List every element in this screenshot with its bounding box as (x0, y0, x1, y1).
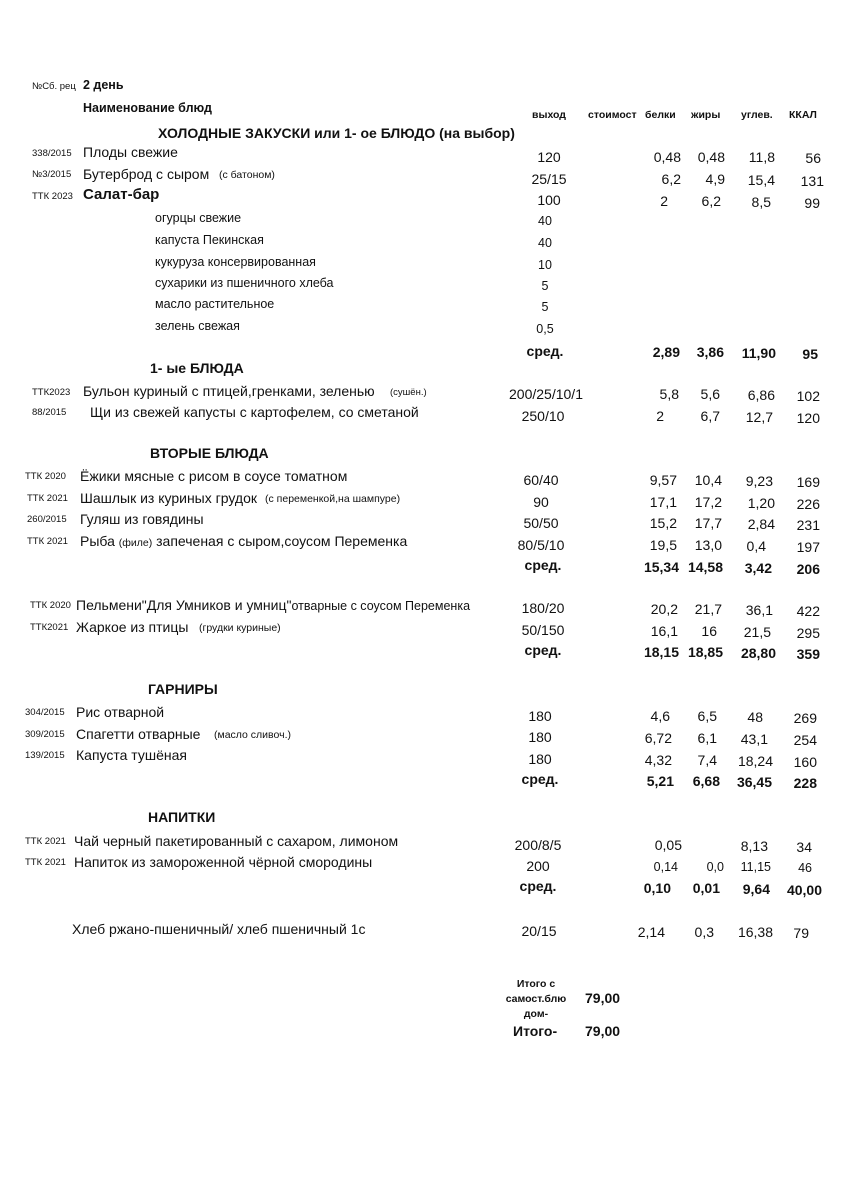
dish-name-part: отварные с соусом Переменка (291, 599, 471, 613)
carbs-value: 9,23 (745, 473, 773, 489)
kcal-average: 359 (796, 646, 820, 662)
kcal-value: 269 (793, 710, 817, 726)
recipe-code: ТТК 2023 (32, 191, 73, 202)
dish-yield: 180 (528, 708, 552, 724)
kcal-value: 102 (796, 388, 820, 404)
dish-note: (филе) (118, 537, 153, 549)
section-title-garnish: ГАРНИРЫ (148, 681, 218, 697)
dish-yield: 50/50 (523, 515, 559, 531)
total-label-line: самост.блю (505, 993, 567, 1005)
carbs-value: 8,5 (751, 194, 771, 210)
dish-name (76, 598, 470, 613)
kcal-value: 99 (804, 195, 820, 211)
recipe-code: 309/2015 (25, 729, 65, 740)
day-label: 2 день (83, 78, 124, 92)
section-title-first-courses: 1- ые БЛЮДА (150, 360, 244, 376)
dish-yield: 50/150 (521, 622, 565, 638)
kcal-value: 295 (796, 625, 820, 641)
protein-average: 18,15 (643, 644, 679, 660)
fat-value: 13,0 (694, 537, 722, 553)
dish-name: Бутерброд с сыром (83, 166, 210, 182)
average-label: сред. (524, 642, 562, 658)
ingredient-name: огурцы свежие (155, 211, 242, 225)
ingredient-yield: 0,5 (536, 322, 554, 336)
fat-value: 6,7 (700, 408, 720, 424)
total-label-line: Итого с (516, 978, 556, 990)
carbs-value: 21,5 (743, 624, 771, 640)
code-column-label: №Сб. рец (32, 81, 76, 92)
kcal-average: 206 (796, 561, 820, 577)
average-label: сред. (521, 771, 559, 787)
recipe-code: ТТК 2021 (25, 857, 66, 868)
recipe-code: ТТК 2020 (30, 600, 71, 611)
dish-name: Салат-бар (83, 186, 160, 203)
dish-yield: 180 (528, 751, 552, 767)
dish-yield: 20/15 (521, 923, 557, 939)
dish-note: (масло сливоч.) (214, 729, 292, 741)
carbs-value: 11,8 (748, 149, 775, 165)
carbs-value: 6,86 (747, 387, 775, 403)
ingredient-name: кукуруза консервированная (155, 255, 316, 269)
carbs-value: 11,15 (740, 860, 771, 874)
protein-value: 5,8 (659, 386, 679, 402)
recipe-code: 338/2015 (32, 148, 72, 159)
fat-value: 21,7 (694, 601, 722, 617)
section-title-second-courses: ВТОРЫЕ БЛЮДА (150, 445, 269, 461)
carbs-value: 15,4 (747, 172, 775, 188)
section-title-drinks: НАПИТКИ (148, 809, 216, 825)
section-title-cold: ХОЛОДНЫЕ ЗАКУСКИ или 1- ое БЛЮДО (на выбор) (158, 125, 515, 141)
recipe-code: 260/2015 (27, 514, 67, 525)
dish-name: Капуста тушёная (76, 747, 187, 763)
protein-value: 2 (660, 193, 668, 209)
carbs-average: 11,90 (741, 345, 776, 361)
dish-yield: 90 (533, 494, 549, 510)
dish-yield: 200/8/5 (514, 837, 562, 853)
protein-value: 17,1 (649, 494, 677, 510)
ingredient-yield: 10 (538, 258, 552, 272)
kcal-value: 120 (796, 410, 820, 426)
dish-name: Чай черный пакетированный с сахаром, лимоном (74, 833, 399, 849)
dish-yield: 120 (537, 149, 561, 165)
fat-value: 6,1 (697, 730, 717, 746)
dish-yield: 200 (526, 858, 550, 874)
protein-column-header: белки (645, 109, 676, 121)
kcal-value: 46 (798, 861, 812, 875)
fat-average: 0,01 (692, 880, 720, 896)
fat-value: 17,7 (694, 515, 722, 531)
fat-value: 0,48 (697, 149, 725, 165)
carbs-column-header: углев. (741, 109, 773, 121)
protein-average: 2,89 (652, 344, 680, 360)
dish-name-column-header: Наименование блюд (83, 101, 212, 115)
recipe-code: 304/2015 (25, 707, 65, 718)
fat-value: 0,3 (694, 924, 714, 940)
protein-value: 0,14 (653, 860, 678, 874)
protein-value: 9,57 (649, 472, 677, 488)
dish-yield: 200/25/10/1 (509, 386, 583, 402)
carbs-average: 9,64 (742, 881, 770, 897)
recipe-code: ТТК 2021 (27, 536, 68, 547)
protein-value: 15,2 (649, 515, 677, 531)
dish-note: (сушён.) (390, 387, 427, 398)
dish-name-part: Пельмени"Для Умников и умниц" (76, 597, 292, 613)
dish-note: (с переменкой,на шампуре) (265, 493, 401, 505)
carbs-value: 1,20 (747, 495, 775, 511)
protein-value: 2,14 (637, 924, 665, 940)
carbs-value: 43,1 (740, 731, 768, 747)
carbs-value: 0,4 (746, 538, 766, 554)
recipe-code: №3/2015 (32, 169, 72, 180)
carbs-value: 18,24 (737, 753, 773, 769)
dish-name: Хлеб ржано-пшеничный/ хлеб пшеничный 1с (72, 921, 366, 937)
protein-average: 0,10 (643, 880, 671, 896)
dish-yield: 60/40 (523, 472, 559, 488)
kcal-value: 79 (793, 925, 809, 941)
dish-yield: 180 (528, 729, 552, 745)
dish-name: Гуляш из говядины (80, 511, 204, 527)
dish-name: Щи из свежей капусты с картофелем, со сметаной (90, 404, 419, 420)
dish-name: Бульон куриный с птицей,гренками, зеленью (83, 383, 375, 399)
kcal-value: 169 (796, 474, 820, 490)
kcal-value: 34 (796, 839, 812, 855)
cost-column-header: стоимост (588, 109, 637, 121)
ingredient-yield: 5 (541, 300, 549, 314)
recipe-code: 88/2015 (32, 407, 67, 418)
dish-yield: 100 (537, 192, 561, 208)
carbs-value: 12,7 (745, 409, 773, 425)
carbs-value: 48 (747, 709, 763, 725)
fat-average: 14,58 (687, 559, 723, 575)
ingredient-name: сухарики из пшеничного хлеба (155, 276, 334, 290)
kcal-value: 231 (796, 517, 820, 533)
fat-value: 0,0 (706, 860, 724, 874)
dish-name: Рис отварной (76, 704, 165, 720)
fat-value: 10,4 (694, 472, 722, 488)
fat-value: 4,9 (705, 171, 725, 187)
ingredient-yield: 5 (541, 279, 549, 293)
dish-name: Жаркое из птицы (76, 619, 189, 635)
grand-total-value: 79,00 (585, 1023, 621, 1039)
dish-name: Спагетти отварные (76, 726, 201, 742)
protein-value: 6,72 (644, 730, 672, 746)
protein-value: 4,32 (644, 752, 672, 768)
dish-note: (с батоном) (219, 169, 275, 181)
protein-value: 2 (656, 408, 664, 424)
fat-average: 6,68 (692, 773, 720, 789)
carbs-value: 8,13 (740, 838, 768, 854)
protein-value: 20,2 (650, 601, 678, 617)
fat-average: 3,86 (696, 344, 724, 360)
recipe-code: ТТК 2021 (27, 493, 68, 504)
ingredient-name: масло растительное (155, 297, 275, 311)
protein-average: 15,34 (643, 559, 679, 575)
recipe-code: ТТК 2021 (25, 836, 66, 847)
protein-value: 4,6 (650, 708, 670, 724)
dish-name: Плоды свежие (83, 144, 178, 160)
carbs-value: 36,1 (745, 602, 773, 618)
recipe-code: ТТК2021 (30, 622, 69, 633)
kcal-value: 226 (796, 496, 820, 512)
kcal-average: 228 (793, 775, 817, 791)
carbs-average: 3,42 (744, 560, 772, 576)
fat-value: 6,5 (697, 708, 717, 724)
grand-total-label: Итого- (513, 1023, 558, 1039)
ingredient-name: зелень свежая (155, 319, 240, 333)
dish-name: Шашлык из куриных грудок (80, 490, 257, 506)
total-label-line: дом- (523, 1008, 549, 1020)
kcal-average: 95 (802, 346, 818, 362)
recipe-code: ТТК 2020 (25, 471, 66, 482)
dish-note: (грудки куриные) (199, 622, 281, 634)
total-value: 79,00 (585, 990, 621, 1006)
ingredient-name: капуста Пекинская (155, 233, 264, 247)
protein-value: 6,2 (661, 171, 681, 187)
kcal-value: 254 (793, 732, 817, 748)
protein-value: 16,1 (650, 623, 678, 639)
average-label: сред. (524, 557, 562, 573)
dish-yield: 180/20 (521, 600, 565, 616)
recipe-code: 139/2015 (25, 750, 65, 761)
carbs-value: 16,38 (737, 924, 773, 940)
yield-column-header: выход (532, 109, 566, 121)
dish-name-part: запеченая с сыром,соусом Переменка (156, 533, 408, 549)
kcal-average: 40,00 (786, 882, 822, 898)
protein-average: 5,21 (646, 773, 674, 789)
protein-value: 0,48 (653, 149, 681, 165)
fat-column-header: жиры (691, 109, 721, 121)
kcal-column-header: ККАЛ (789, 109, 817, 121)
ingredient-yield: 40 (538, 236, 552, 250)
protein-value: 19,5 (649, 537, 677, 553)
dish-name-part: Рыба (80, 533, 115, 549)
protein-value: 0,05 (654, 837, 682, 853)
dish-name: Ёжики мясные с рисом в соусе томатном (80, 468, 348, 484)
carbs-value: 2,84 (747, 516, 775, 532)
dish-yield: 25/15 (531, 171, 567, 187)
kcal-value: 197 (796, 539, 820, 555)
kcal-value: 131 (800, 173, 824, 189)
fat-value: 5,6 (700, 386, 720, 402)
dish-name (80, 534, 407, 549)
ingredient-yield: 40 (538, 214, 552, 228)
kcal-value: 56 (805, 150, 821, 166)
dish-yield: 80/5/10 (517, 537, 565, 553)
fat-average: 18,85 (687, 644, 723, 660)
fat-value: 6,2 (701, 193, 721, 209)
kcal-value: 160 (793, 754, 817, 770)
fat-value: 7,4 (697, 752, 717, 768)
recipe-code: ТТК2023 (32, 387, 71, 398)
kcal-value: 422 (796, 603, 820, 619)
dish-name: Напиток из замороженной чёрной смородины (74, 854, 373, 870)
dish-yield: 250/10 (521, 408, 565, 424)
fat-value: 16 (701, 623, 717, 639)
carbs-average: 28,80 (740, 645, 776, 661)
carbs-average: 36,45 (736, 774, 772, 790)
fat-value: 17,2 (694, 494, 722, 510)
average-label: сред. (526, 343, 564, 359)
average-label: сред. (519, 878, 557, 894)
